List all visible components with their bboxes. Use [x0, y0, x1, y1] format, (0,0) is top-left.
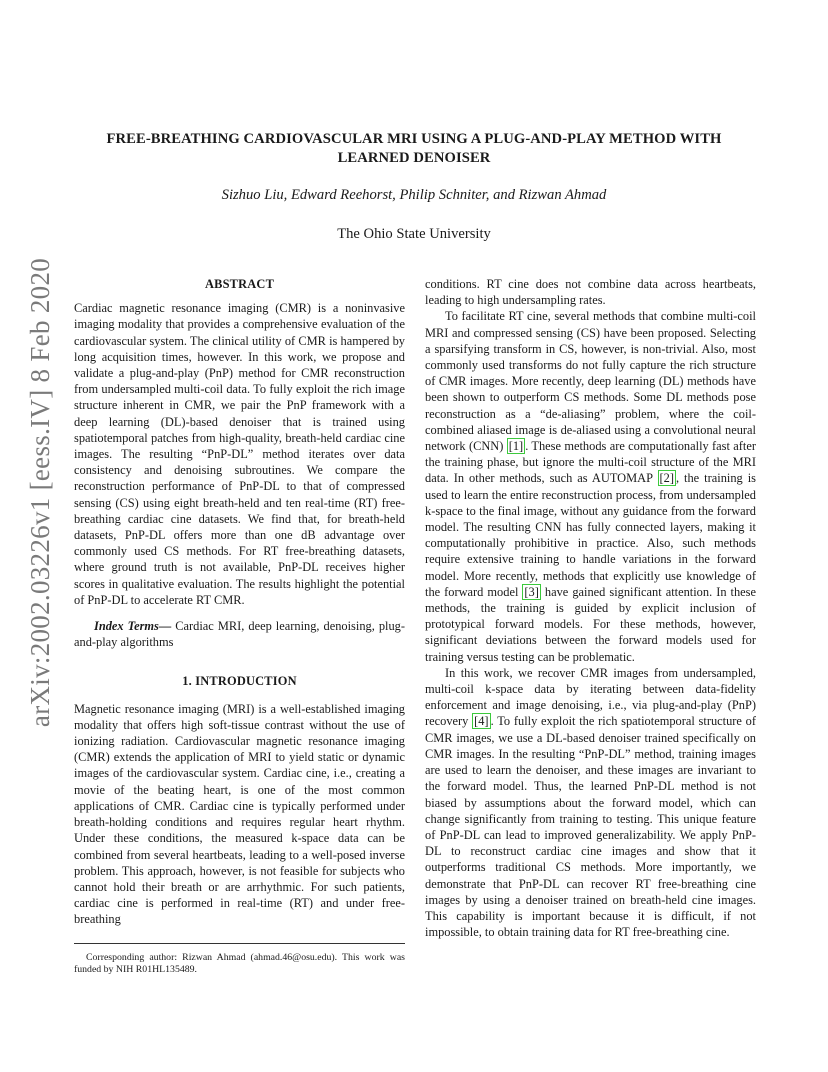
intro-paragraph-1: Magnetic resonance imaging (MRI) is a well-established imaging modality that offers high soft-tissue contrast without the use of ionizing radiation. Cardiovascular magnetic resonance imaging (CMR) extends the application of MRI to yield static or dynamic images of the cardiovascular system. Cardiac cine, i.e., creating a movie of the beating heart, is one of the most common applications of CMR. Cardiac cine is typically performed under breath-holding conditions and requires regular heart rhythm. Under these conditions, the measured k-space data can be combined from several heartbeats, leading to a well-posed inverse problem. This approach, however, is not feasible for subjects who cannot hold their breath or are arrhythmic. For such patients, cardiac cine is performed in real-time (RT) and under free-breathing	[74, 701, 405, 927]
intro-p2-part-a: To facilitate RT cine, several methods that combine multi-coil MRI and compressed sensing (CS) have been proposed. Selecting a sparsifying transform in CS, however, is non-trivial. Also, most commonly used transforms do not fully capture the rich structure of CMR images. More recently, deep learning (DL) methods have been shown to outperform CS methods. Some DL methods pose reconstruction as a “de-aliasing” problem, where the coil-combined aliased image is de-aliased using a convolutional neural network (CNN)	[425, 309, 756, 454]
left-column	[74, 276, 405, 928]
index-terms	[74, 618, 405, 650]
arxiv-identifier-stamp	[25, 257, 56, 727]
intro-p3-part-a: In this work, we recover CMR images from undersampled, multi-coil k-space data by iterating between data-fidelity enforcement and image denoising, i.e., via plug-and-play (PnP) recovery	[425, 665, 756, 729]
affiliation: The Ohio State University	[337, 226, 491, 242]
paper-authors: Sizhuo Liu, Edward Reehorst, Philip Schniter, and Rizwan Ahmad	[221, 187, 607, 203]
citation-link-4[interactable]: [4]	[474, 714, 489, 729]
citation-link-3[interactable]: [3]	[524, 584, 539, 599]
intro-p2-part-d: have gained significant attention. In these methods, the training is guided by explicit inclusion of prototypical forward models. For these methods, however, significant deviations between the forward models used for training versus testing can be problematic.	[425, 584, 756, 664]
footnote	[74, 943, 405, 977]
index-terms-text: Cardiac MRI, deep learning, denoising, plug-and-play algorithms	[74, 619, 405, 650]
right-column	[425, 276, 756, 940]
paper-title: FREE-BREATHING CARDIOVASCULAR MRI USING A PLUG-AND-PLAY METHOD WITH LEARNED DENOISER	[106, 131, 722, 166]
intro-p2-part-b: . These methods are computationally fast after the training phase, but ignore the multi-coil structure of the MRI data. In other methods, such as AUTOMAP	[425, 439, 756, 486]
index-terms-label: Index Terms—	[94, 619, 172, 634]
citation-link-1[interactable]: [1]	[508, 439, 524, 454]
intro-paragraph-2	[425, 308, 756, 664]
arxiv-id: arXiv:2002.03226v1 [eess.IV] 8 Feb 2020	[25, 257, 56, 727]
abstract-heading: ABSTRACT	[204, 277, 275, 291]
introduction-heading: 1. INTRODUCTION	[182, 674, 297, 689]
citation-link-2[interactable]: [2]	[659, 471, 674, 486]
intro-p2-part-c: , the training is used to learn the entire reconstruction process, from undersampled k-space to the final image, without any guidance from the forward model. The resulting CNN has fully connected layers, making it computationally prohibitive in practice. Also, such methods require extensive training to handle variations in the forward model. More recently, methods that explicitly use knowledge of the forward model	[425, 471, 756, 599]
intro-p3-part-b: . To fully exploit the rich spatiotemporal structure of CMR images, we use a DL-based denoiser trained specifically on CMR images. In the resulting “PnP-DL” method, training images are used to learn the denoiser, and these images are invariant to the forward model. Thus, the learned PnP-DL method is not biased by assumptions about the forward model, which can change significantly from training to testing. This unique feature of PnP-DL can lead to improved generalizability. We apply PnP-DL to reconstruct cardiac cine images and show that it outperforms traditional CS methods. More importantly, we demonstrate that PnP-DL can recover RT free-breathing cine images by using a denoiser trained on breath-held cine images. This capability is important because it is difficult, if not impossible, to obtain training data for RT free-breathing cine.	[425, 714, 756, 940]
intro-paragraph-3	[425, 665, 756, 940]
intro-paragraph-1-continued: conditions. RT cine does not combine data across heartbeats, leading to high undersampling rates.	[425, 277, 756, 308]
abstract-text: Cardiac magnetic resonance imaging (CMR) is a noninvasive imaging modality that provides a comprehensive evaluation of the cardiovascular system. The clinical utility of CMR is hampered by long acquisition times, however. In this work, we propose and validate a plug-and-play (PnP) method for CMR reconstruction from undersampled multi-coil data. To fully exploit the rich image structure inherent in CMR, we pair the PnP framework with a deep learning (DL)-based denoiser that is trained using spatiotemporal patches from high-quality, breath-held cardiac cine images. The resulting “PnP-DL” method iterates over data consistency and denoising subroutines. We compare the reconstruction performance of PnP-DL to that of compressed sensing (CS) using eight breath-held and ten real-time (RT) free-breathing cardiac cine datasets. We find that, for breath-held datasets, PnP-DL offers more than one dB advantage over commonly used CS methods. For RT free-breathing datasets, where ground truth is not available, PnP-DL receives higher scores in qualitative evaluation. The results highlight the potential of PnP-DL to accelerate RT CMR.	[74, 301, 405, 607]
footnote-text: Corresponding author: Rizwan Ahmad (ahmad.46@osu.edu). This work was funded by NIH R01HL135489.	[74, 952, 405, 976]
